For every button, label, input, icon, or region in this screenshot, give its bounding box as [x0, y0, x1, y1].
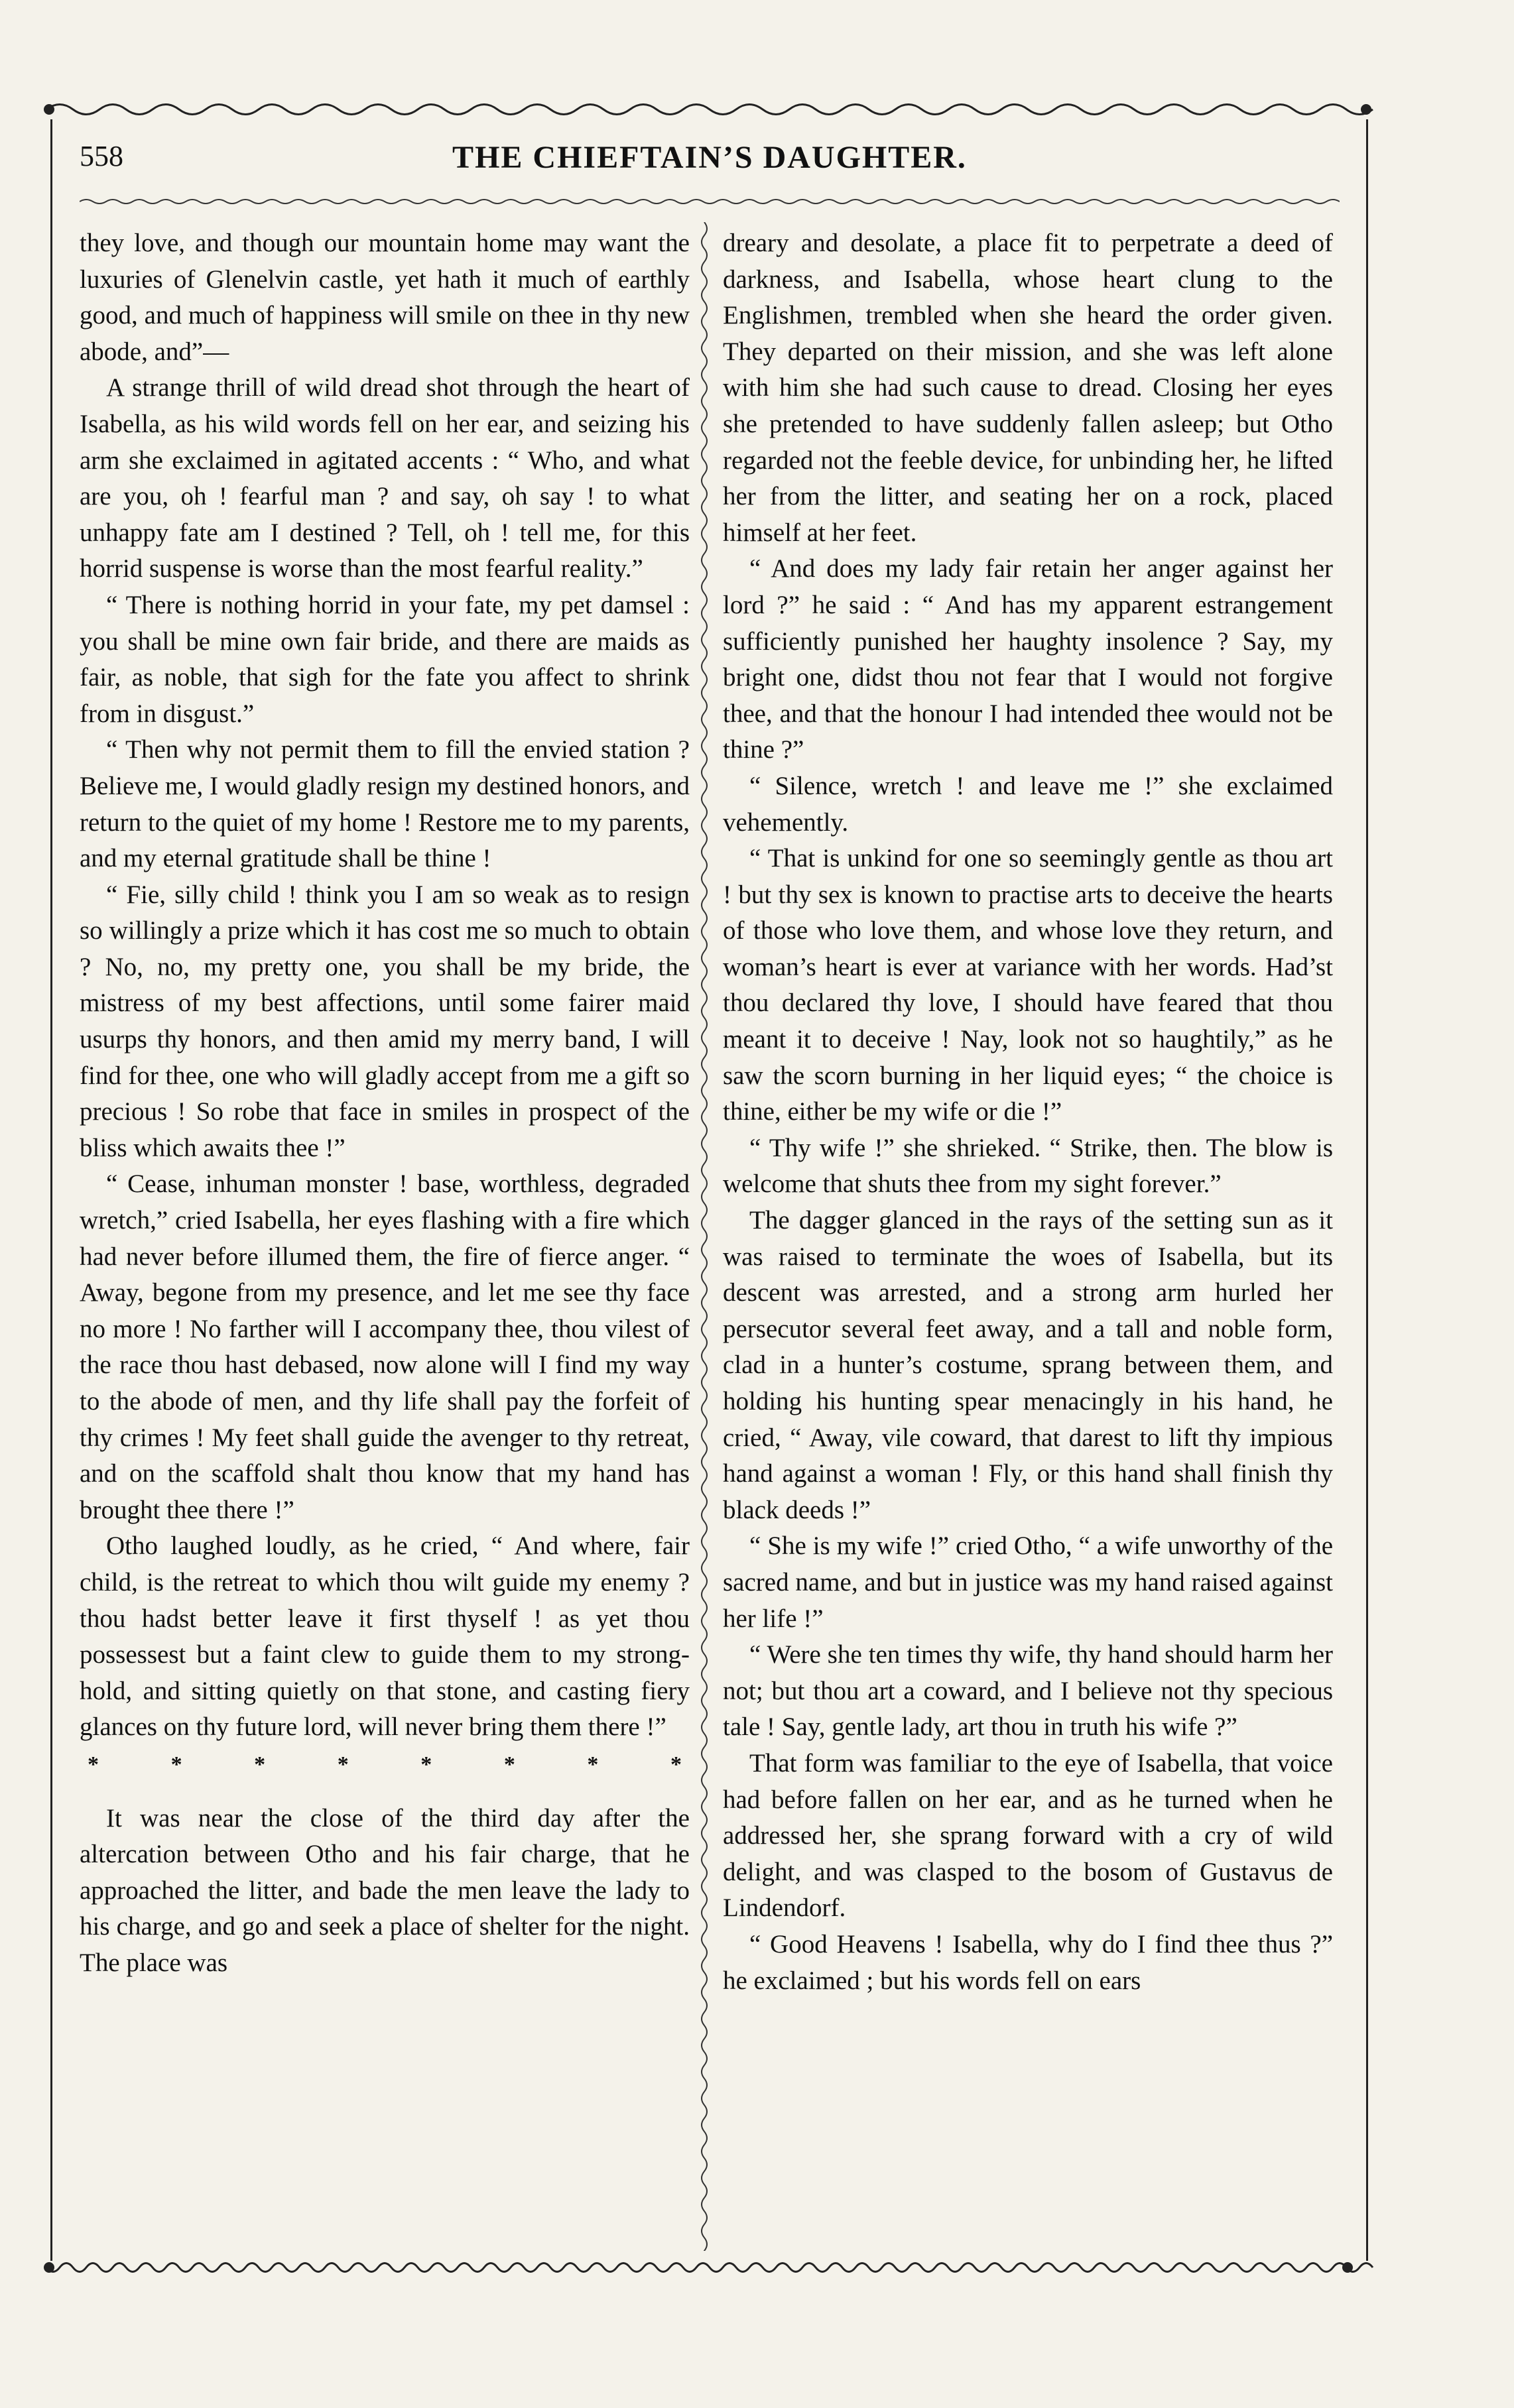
- column-separator: [698, 222, 711, 2251]
- paragraph: “ Fie, silly child ! think you I am so weak as to resign so willingly a prize which it has cost me so much to obtain ? No, no, my pretty one, you shall be my bride, the mistress of my best affections, until some fairer maid usurps thy honors, and then amid my merry band, I will find for thee, one who will gladly accept from me a gift so precious ! So robe that face in smiles in prospect of the bliss which awaits thee !”: [80, 880, 690, 1162]
- left-border-rule: [50, 119, 52, 2261]
- top-right-ornament: [1361, 104, 1371, 115]
- paragraph: they love, and though our mountain home may want the luxuries of Glenelvin castle, yet hath it much of earthly good, and much of happiness will smile on thee in thy new abode, and”—: [80, 229, 690, 366]
- paragraph: That form was familiar to the eye of Isabella, that voice had before fallen on her ear, and as he turned when he addressed her, she sprang forward with a cry of wild delight, and was clasped to the bosom of Gustavus de Lindendorf.: [723, 1748, 1333, 1923]
- right-column: [723, 225, 1333, 1999]
- paragraph: “ Thy wife !” she shrieked. “ Strike, then. The blow is welcome that shuts thee from my sight forever.”: [723, 1133, 1333, 1199]
- bottom-right-ornament: [1342, 2262, 1353, 2273]
- page-header: [80, 133, 1340, 192]
- section-break-star: *: [503, 1752, 515, 1777]
- paragraph: “ And does my lady fair retain her anger against her lord ?” he said : “ And has my apparent estrangement sufficiently punished her haughty insolence ? Say, my bright one, didst thou not fear that I would not forgive thee, and that the honour I had intended thee would not be thine ?”: [723, 554, 1333, 764]
- paragraph: A strange thrill of wild dread shot through the heart of Isabella, as his wild words fell on her ear, and seizing his arm she exclaimed in agitated accents : “ Who, and what are you, oh ! fearful man ? and say, oh say ! to what unhappy fate am I destined ? Tell, oh ! tell me, for this horrid suspense is worse than the most fearful reality.”: [80, 373, 690, 583]
- bottom-wavy-border: [40, 2258, 1379, 2277]
- running-title: THE CHIEFTAIN’S DAUGHTER.: [452, 140, 967, 175]
- section-break: [80, 1746, 690, 1785]
- paragraph: “ Cease, inhuman monster ! base, worthless, degraded wretch,” cried Isabella, her eyes flashing with a fire which had never before illumed them, the fire of fierce anger. “ Away, begone from my presence, and let me see thy face no more ! No farther will I accompany thee, thou vilest of the race thou hast debased, now alone will I find my way to the abode of men, and thy life shall pay the forfeit of thy crimes ! My feet shall guide the avenger to thy retreat, and on the scaffold shalt thou know that my hand has brought thee there !”: [80, 1170, 690, 1524]
- paragraph: The dagger glanced in the rays of the setting sun as it was raised to terminate the woes of Isabella, but its descent was arrested, and a strong arm hurled her persecutor several feet away, and a tall and noble form, clad in a hunter’s costume, sprang between them, and holding his hunting spear menacingly in his hand, he cried, “ Away, vile coward, that darest to lift thy impious hand against a woman ! Fly, or this hand shall finish thy black deeds !”: [723, 1206, 1333, 1524]
- section-break-star: *: [88, 1752, 99, 1777]
- left-column: [80, 225, 690, 1982]
- paragraph: “ She is my wife !” cried Otho, “ a wife unworthy of the sacred name, and but in justice was my hand raised against her life !”: [723, 1532, 1333, 1633]
- paragraph: “ There is nothing horrid in your fate, my pet damsel : you shall be mine own fair bride, and there are maids as fair, as noble, that sigh for the fate you affect to shrink from in disgust.”: [80, 590, 690, 728]
- page-number: 558: [80, 140, 123, 172]
- paragraph: dreary and desolate, a place fit to perpetrate a deed of darkness, and Isabella, whose heart clung to the Englishmen, trembled when she heard the order given. They departed on their mission, and she was left alone with him she had such cause to dread. Closing her eyes she pretended to have suddenly fallen asleep; but Otho regarded not the feeble device, for unbinding her, he lifted her from the litter, and seating her on a rock, placed himself at her feet.: [723, 229, 1333, 547]
- section-break-star: *: [170, 1752, 182, 1777]
- header-wavy-rule: [80, 196, 1340, 207]
- paragraph: Otho laughed loudly, as he cried, “ And where, fair child, is the retreat to which thou wilt guide my enemy ? thou hadst better leave it first thyself ! as yet thou possessest but a faint clew to guide them to my strong-hold, and sitting quietly on that stone, and casting fiery glances on thy future lord, will never bring them there !”: [80, 1532, 690, 1742]
- paragraph: “ Silence, wretch ! and leave me !” she exclaimed vehemently.: [723, 771, 1333, 837]
- paragraph: “ Were she ten times thy wife, thy hand should harm her not; but thou art a coward, and I believe not thy specious tale ! Say, gentle lady, art thou in truth his wife ?”: [723, 1640, 1333, 1742]
- section-break-star: *: [587, 1752, 599, 1777]
- top-left-ornament: [44, 104, 54, 115]
- section-break-star: *: [420, 1752, 432, 1777]
- paragraph: It was near the close of the third day after the altercation between Otho and his fair charge, that he approached the litter, and bade the men leave the lady to his charge, and go and seek a place of shelter for the night. The place was: [80, 1803, 690, 1977]
- section-break-star: *: [254, 1752, 266, 1777]
- paragraph: “ Then why not permit them to fill the envied station ? Believe me, I would gladly resign my destined honors, and return to the quiet of my home ! Restore me to my parents, and my eternal gratitude shall be thine !: [80, 735, 690, 873]
- section-break-star: *: [337, 1752, 349, 1777]
- right-border-rule: [1366, 119, 1368, 2261]
- paragraph: “ That is unkind for one so seemingly gentle as thou art ! but thy sex is known to practise arts to deceive the hearts of those who love them, and whose love they return, and woman’s heart is ever at variance with her words. Had’st thou declared thy love, I should have feared that thou meant it to deceive ! Nay, look not so haughtily,” as he saw the scorn burning in her liquid eyes; “ the choice is thine, either be my wife or die !”: [723, 844, 1333, 1126]
- section-break-star: *: [670, 1752, 682, 1777]
- bottom-left-ornament: [44, 2262, 54, 2273]
- top-wavy-border: [40, 99, 1379, 119]
- paragraph: “ Good Heavens ! Isabella, why do I find thee thus ?” he exclaimed ; but his words fell on ears: [723, 1929, 1333, 1995]
